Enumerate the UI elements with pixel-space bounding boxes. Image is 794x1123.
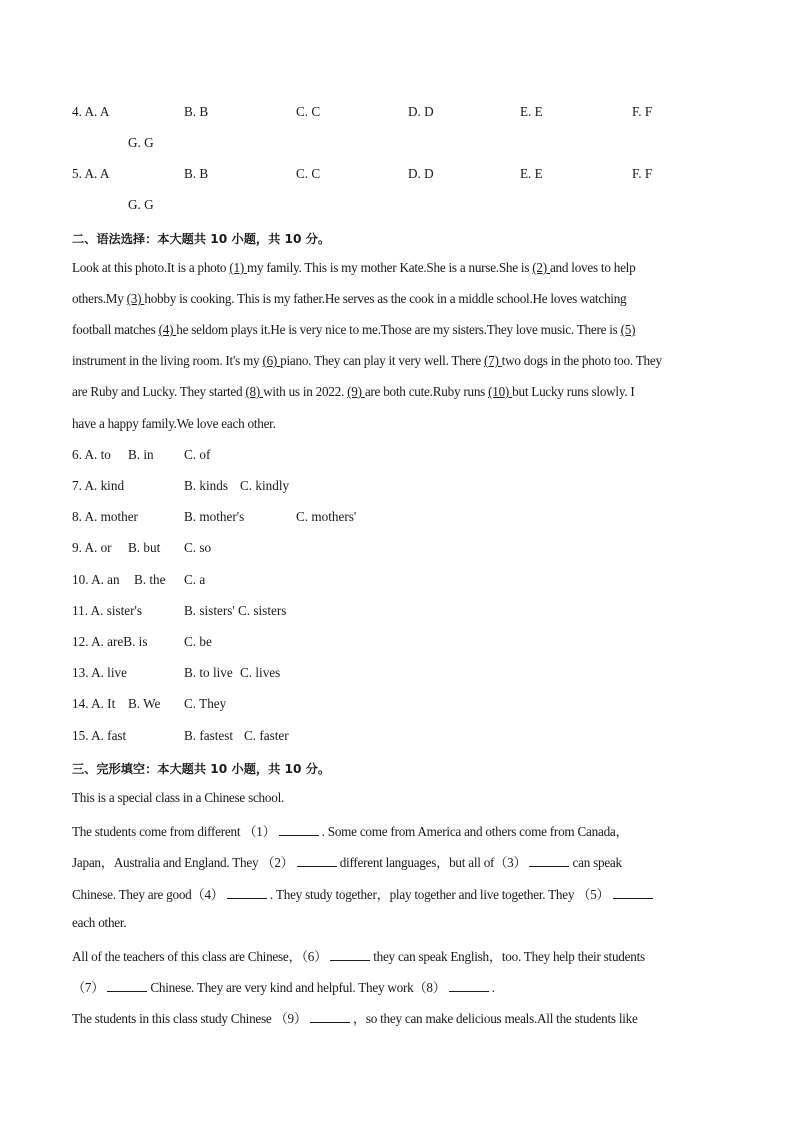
option-b[interactable]: B. to live (184, 665, 233, 680)
option-c[interactable]: C. so (184, 540, 212, 555)
option-f[interactable]: F. F (632, 104, 653, 119)
passage-line: Look at this photo.It is a photo (1) my family. This is my mother Kate.She is a nurse.She is (2) and loves to help (72, 260, 636, 275)
option-b[interactable]: B. fastest (184, 728, 234, 743)
passage-line: have a happy family.We love each other. (72, 416, 276, 431)
passage-line: This is a special class in a Chinese school. (72, 790, 285, 805)
option-c[interactable]: C. lives (240, 665, 281, 680)
option-b[interactable]: B. sisters' (184, 603, 235, 618)
cloze-blank-6[interactable] (330, 949, 370, 961)
passage-line: instrument in the living room. It's my (6) piano. They can play it very well. There (7) two dogs in the photo too. They (72, 353, 662, 368)
blank-4[interactable]: (4) (158, 322, 177, 337)
question-14: 14. A. It B. We C. They (72, 696, 227, 711)
cloze-blank-1[interactable] (279, 824, 319, 836)
blank-7[interactable]: (7) (483, 353, 502, 368)
blank-10[interactable]: (10) (488, 384, 513, 399)
blank-5[interactable]: (5) (620, 322, 636, 337)
blank-2[interactable]: (2) (532, 260, 550, 275)
option-a[interactable]: A. are (91, 634, 124, 649)
option-c[interactable]: C. C (296, 166, 321, 181)
option-b[interactable]: B. B (184, 166, 209, 181)
passage-line: Japan，Australia and England. They （2） different languages，but all of（3） can speak (72, 855, 622, 870)
question-8: 8. A. mother B. mother's C. mothers' (72, 509, 357, 524)
option-a[interactable]: A. an (91, 572, 120, 587)
question-7: 7. A. kind B. kinds C. kindly (72, 478, 290, 493)
question-12: 12. A. areB. is C. be (72, 634, 212, 649)
cloze-blank-2[interactable] (297, 855, 337, 867)
option-g[interactable]: G. G (128, 135, 154, 150)
option-a[interactable]: A. to (84, 447, 111, 462)
passage-line: Chinese. They are good（4） . They study together，play together and live together. They （5） (72, 884, 653, 903)
option-a[interactable]: A. It (91, 696, 116, 711)
passage-line: All of the teachers of this class are Chinese，（6） they can speak English，too. They help their students (72, 949, 645, 964)
option-b[interactable]: B. We (128, 696, 161, 711)
option-b[interactable]: B. mother's (184, 509, 245, 524)
cloze-blank-4[interactable] (227, 887, 267, 899)
option-c[interactable]: C. kindly (240, 478, 290, 493)
cloze-blank-8[interactable] (449, 980, 489, 992)
question-9: 9. A. or B. but C. so (72, 540, 212, 555)
option-b[interactable]: B. B (184, 104, 209, 119)
option-e[interactable]: E. E (520, 166, 543, 181)
blank-6[interactable]: (6) (262, 353, 281, 368)
passage-line: are Ruby and Lucky. They started (8) with us in 2022. (9) are both cute.Ruby runs (10) but Lucky runs slowly. I (72, 384, 635, 399)
question-number: 5. A. A (72, 166, 110, 181)
option-c[interactable]: C. They (184, 696, 227, 711)
option-c[interactable]: C. sisters (238, 603, 287, 618)
option-c[interactable]: C. a (184, 572, 206, 587)
option-b[interactable]: B. in (128, 447, 154, 462)
option-c[interactable]: C. mothers' (296, 509, 357, 524)
blank-1[interactable]: (1) (229, 260, 248, 275)
section-3-heading: 三、完形填空：本大题共 10 小题，共 10 分。 (72, 762, 331, 776)
passage-line: each other. (72, 915, 127, 930)
passage-line: The students in this class study Chinese （9） ，so they can make delicious meals.All the students like (72, 1011, 638, 1026)
passage-line: others.My (3) hobby is cooking. This is my father.He serves as the cook in a middle school.He loves watching (72, 291, 627, 306)
passage-line: football matches (4) he seldom plays it.He is very nice to me.Those are my sisters.They love music. There is (5) (72, 322, 636, 337)
section-2-heading: 二、语法选择：本大题共 10 小题，共 10 分。 (72, 232, 331, 246)
cloze-blank-7[interactable] (107, 980, 147, 992)
option-a[interactable]: A. kind (84, 478, 125, 493)
option-d[interactable]: D. D (408, 104, 434, 119)
question-15: 15. A. fast B. fastest C. faster (72, 728, 289, 743)
option-a[interactable]: A. fast (91, 728, 127, 743)
option-a[interactable]: A. sister's (90, 603, 143, 618)
question-10: 10. A. an B. the C. a (72, 572, 206, 587)
option-c[interactable]: C. C (296, 104, 321, 119)
option-b[interactable]: B. is (123, 634, 148, 649)
option-b[interactable]: B. the (134, 572, 166, 587)
option-c[interactable]: C. of (184, 447, 211, 462)
option-f[interactable]: F. F (632, 166, 653, 181)
option-c[interactable]: C. faster (244, 728, 289, 743)
option-a[interactable]: A. live (91, 665, 127, 680)
question-6: 6. A. to B. in C. of (72, 447, 211, 462)
cloze-blank-5[interactable] (613, 887, 653, 899)
question-number: 4. A. A (72, 104, 110, 119)
option-d[interactable]: D. D (408, 166, 434, 181)
passage-line: （7） Chinese. They are very kind and helpful. They work（8） . (72, 980, 495, 995)
question-11: 11. A. sister's B. sisters' C. sisters (72, 603, 287, 618)
option-b[interactable]: B. kinds (184, 478, 228, 493)
cloze-blank-9[interactable] (310, 1011, 350, 1023)
option-c[interactable]: C. be (184, 634, 212, 649)
passage-line: The students come from different （1） . Some come from America and others come from Canada， (72, 824, 629, 839)
option-b[interactable]: B. but (128, 540, 161, 555)
option-a[interactable]: A. or (84, 540, 112, 555)
option-g[interactable]: G. G (128, 197, 154, 212)
blank-9[interactable]: (9) (347, 384, 365, 399)
question-13: 13. A. live B. to live C. lives (72, 665, 281, 680)
cloze-blank-3[interactable] (529, 855, 569, 867)
option-e[interactable]: E. E (520, 104, 543, 119)
blank-8[interactable]: (8) (245, 384, 264, 399)
option-a[interactable]: A. mother (84, 509, 138, 524)
blank-3[interactable]: (3) (126, 291, 145, 306)
